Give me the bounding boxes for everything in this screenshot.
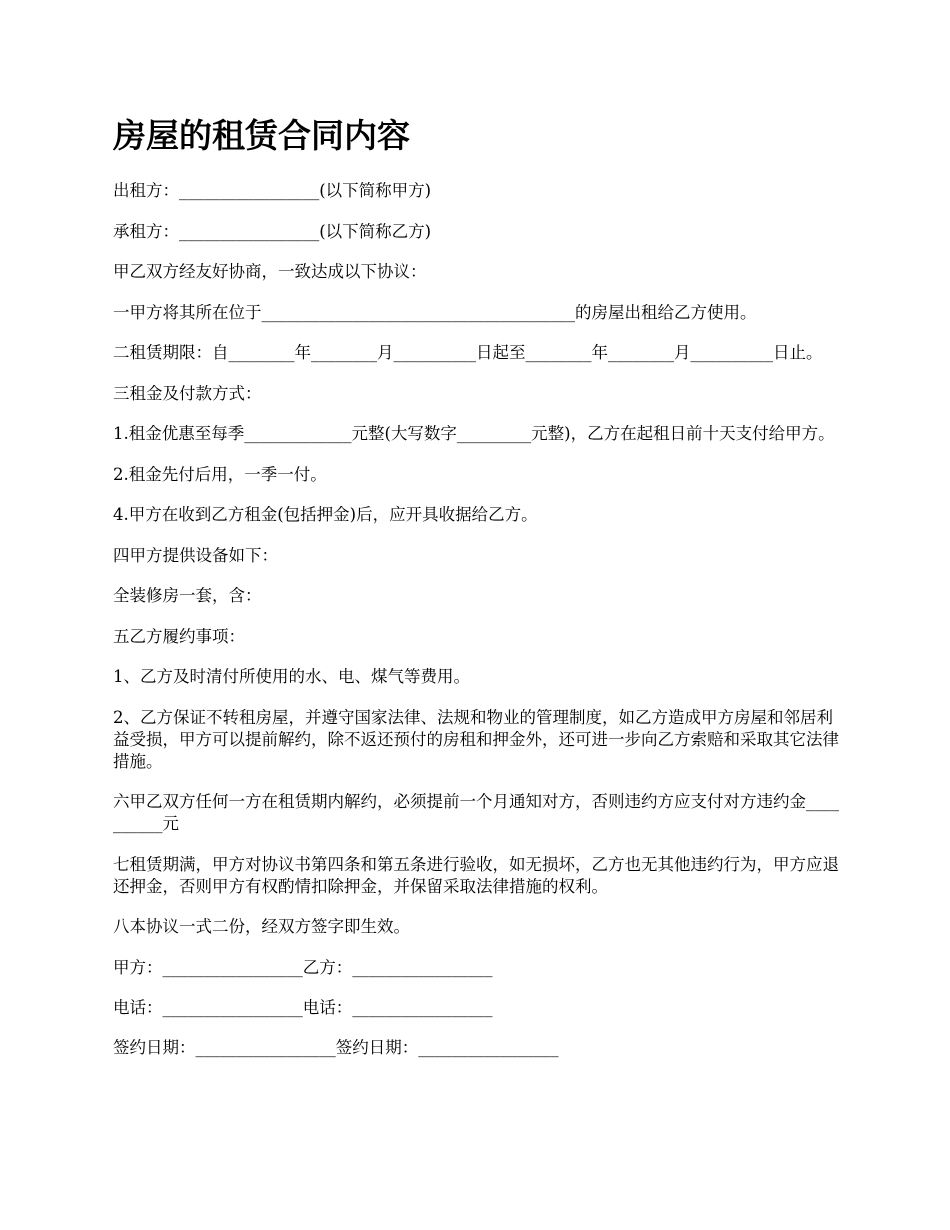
clause-3-item-2: 2.租金先付后用，一季一付。 — [113, 464, 327, 484]
clause-5-heading: 五乙方履约事项： — [113, 626, 245, 646]
signature-date-line: 签约日期：_________________签约日期：_________________ — [113, 1037, 559, 1057]
clause-3-item-4: 4.甲方在收到乙方租金(包括押金)后，应开具收据给乙方。 — [113, 505, 538, 524]
clause-7-expiry: 七租赁期满，甲方对协议书第四条和第五条进行验收，如无损坏，乙方也无其他违约行为，甲方应退还押金，否则甲方有权酌情扣除押金，并保留采取法律措施的权利。 — [113, 854, 839, 896]
clause-6-termination: 六甲乙双方任何一方在租赁期内解约，必须提前一个月通知对方，否则违约方应支付对方违约金__________元 — [113, 792, 839, 833]
clause-3-heading: 三租金及付款方式： — [113, 383, 262, 403]
lessee-line: 承租方：_________________(以下简称乙方) — [113, 221, 432, 241]
clause-3-item-1: 1.租金优惠至每季_____________元整(大写数字_________元整)，乙方在起租日前十天支付给甲方。 — [113, 424, 835, 443]
signature-phone-line: 电话：_________________电话：_________________ — [113, 997, 493, 1017]
agreement-intro: 甲乙双方经友好协商，一致达成以下协议： — [113, 262, 427, 281]
signature-party-line: 甲方：_________________乙方：_________________ — [113, 957, 493, 977]
lessor-line: 出租方：_________________(以下简称甲方) — [113, 181, 432, 200]
document-page — [113, 112, 843, 1077]
page-title: 房屋的租赁合同内容 — [113, 116, 410, 155]
clause-2-term: 二租赁期限：自________年________月__________日起至________年________月__________日止。 — [113, 343, 823, 362]
clause-8-effect: 八本协议一式二份，经双方签字即生效。 — [113, 917, 410, 936]
clause-4-heading: 四甲方提供设备如下： — [113, 545, 278, 565]
clause-5-item-2: 2、乙方保证不转租房屋，并遵守国家法律、法规和物业的管理制度，如乙方造成甲方房屋和邻居利益受损，甲方可以提前解约，除不返还预付的房租和押金外，还可进一步向乙方索赔和采取其它法律措施。 — [113, 707, 839, 771]
clause-4-item: 全装修房一套，含： — [113, 586, 262, 605]
clause-5-item-1: 1、乙方及时清付所使用的水、电、煤气等费用。 — [113, 667, 470, 686]
clause-1-location: 一甲方将其所在位于______________________________________的房屋出租给乙方使用。 — [113, 302, 757, 322]
